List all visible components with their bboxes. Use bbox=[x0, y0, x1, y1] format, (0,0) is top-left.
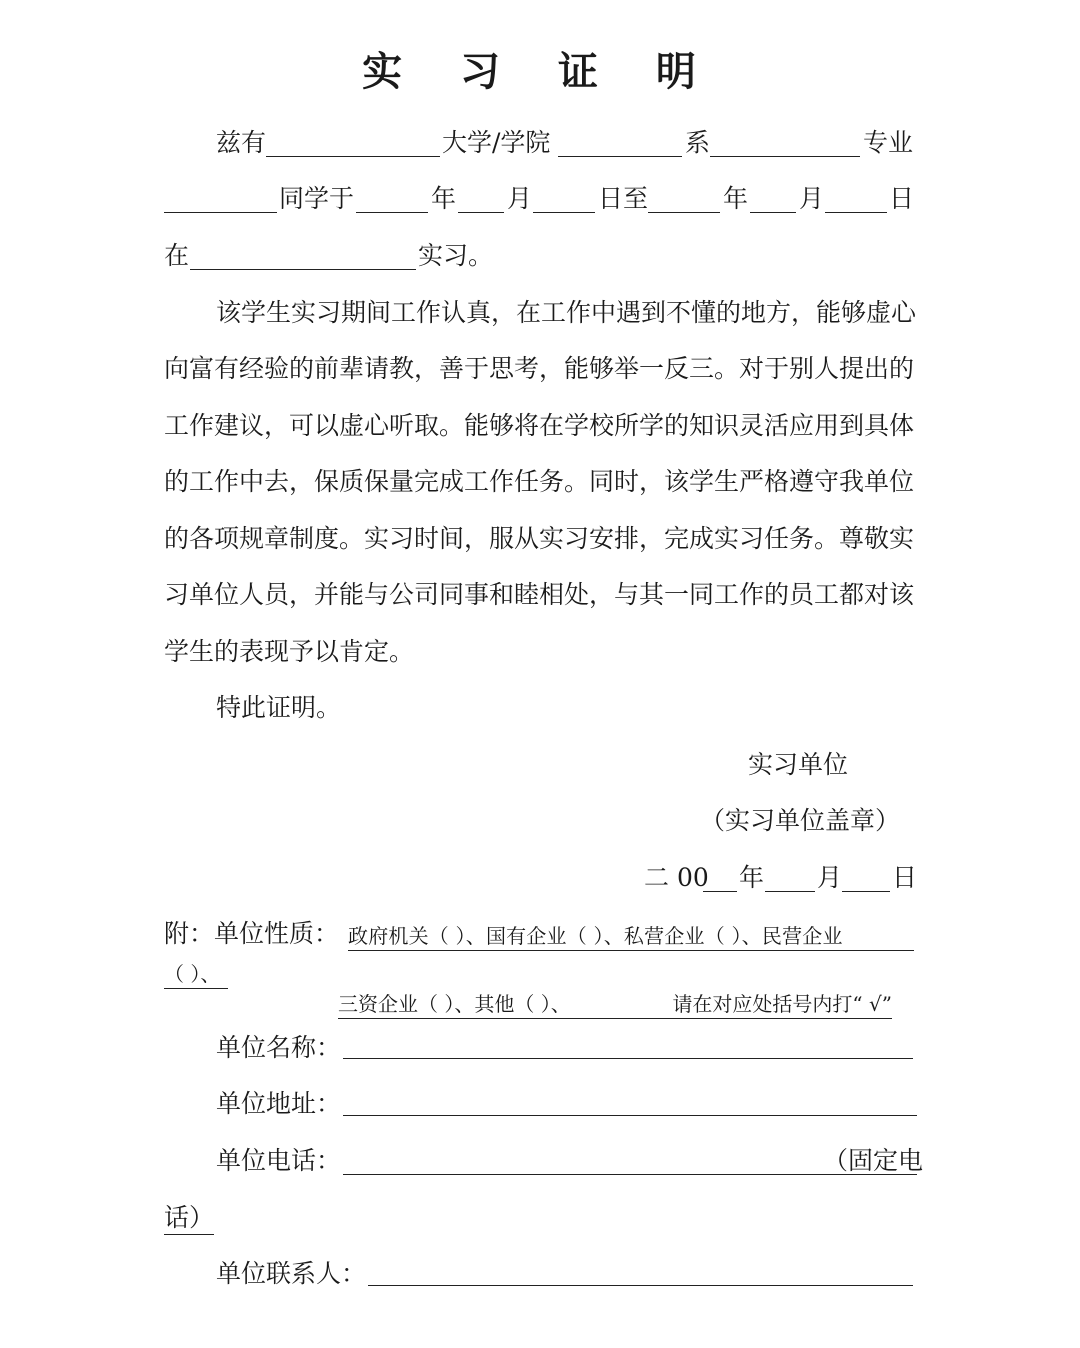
blank-year-end[interactable] bbox=[648, 212, 720, 213]
label-unit-address: 单位地址： bbox=[216, 1089, 342, 1118]
body-line-4: 的工作中去，保质保量完成工作任务。同时，该学生严格遵守我单位 bbox=[164, 467, 915, 496]
body-line-1: 该学生实习期间工作认真，在工作中遇到不懂的地方，能够虚心 bbox=[216, 298, 917, 327]
blank-student-name[interactable] bbox=[266, 156, 440, 157]
date-month: 月 bbox=[817, 863, 843, 892]
label-unit-contact: 单位联系人： bbox=[216, 1259, 367, 1288]
body-line-5: 的各项规章制度。实习时间，服从实习安排，完成实习任务。尊敬实 bbox=[164, 524, 915, 553]
body-line-6: 习单位人员，并能与公司同事和睦相处，与其一同工作的员工都对该 bbox=[164, 580, 915, 609]
blank-month-end[interactable] bbox=[750, 212, 796, 213]
text-major: 专业 bbox=[863, 128, 914, 157]
unit-name-field[interactable] bbox=[343, 1058, 913, 1059]
signature-unit: 实习单位 bbox=[748, 750, 849, 779]
appendix-options-line1b: （ ）、 bbox=[164, 960, 228, 989]
appendix-instruction: 请在对应处括号内打“ √” bbox=[600, 990, 892, 1019]
text-student: 同学于 bbox=[279, 184, 355, 213]
closing-text: 特此证明。 bbox=[216, 693, 342, 722]
appendix-label: 附：单位性质： bbox=[164, 919, 340, 948]
text-department: 系 bbox=[685, 128, 711, 157]
page-title: 实 习 证 明 bbox=[362, 49, 718, 95]
blank-major[interactable] bbox=[710, 156, 860, 157]
body-line-3: 工作建议，可以虚心听取。能够将在学校所学的知识灵活应用到具体 bbox=[164, 411, 915, 440]
signature-stamp: （实习单位盖章） bbox=[700, 806, 901, 835]
text-month-end: 月 bbox=[799, 184, 825, 213]
text-prefix: 兹有 bbox=[216, 128, 267, 157]
blank-internship-place[interactable] bbox=[190, 269, 416, 270]
text-internship: 实习。 bbox=[418, 241, 494, 270]
blank-department[interactable] bbox=[558, 156, 682, 157]
phone-note-cont: 话） bbox=[164, 1202, 214, 1235]
unit-contact-field[interactable] bbox=[368, 1285, 913, 1286]
appendix-options-line2: 三资企业（ ）、其他（ ）、 bbox=[338, 990, 600, 1019]
blank-month-start[interactable] bbox=[458, 212, 504, 213]
label-unit-name: 单位名称： bbox=[216, 1033, 342, 1062]
text-day-end: 日 bbox=[889, 184, 915, 213]
date-prefix: 二 00 bbox=[644, 863, 709, 892]
blank-year-start[interactable] bbox=[356, 212, 428, 213]
text-university: 大学/学院 bbox=[442, 128, 551, 157]
blank-student[interactable] bbox=[164, 212, 277, 213]
label-unit-phone: 单位电话： bbox=[216, 1146, 342, 1175]
text-year-start: 年 bbox=[431, 184, 457, 213]
date-year: 年 bbox=[739, 863, 765, 892]
blank-sign-month[interactable] bbox=[765, 891, 815, 892]
text-year-end: 年 bbox=[723, 184, 749, 213]
blank-sign-year[interactable] bbox=[703, 891, 737, 892]
text-day-start: 日至 bbox=[598, 184, 649, 213]
blank-day-start[interactable] bbox=[533, 212, 595, 213]
body-line-2: 向富有经验的前辈请教，善于思考，能够举一反三。对于别人提出的 bbox=[164, 354, 915, 383]
phone-note: （固定电 bbox=[823, 1146, 924, 1175]
unit-address-field[interactable] bbox=[343, 1115, 917, 1116]
text-month-start: 月 bbox=[507, 184, 533, 213]
blank-day-end[interactable] bbox=[825, 212, 887, 213]
date-day: 日 bbox=[892, 863, 918, 892]
appendix-options-line1: 政府机关（ ）、国有企业（ ）、私营企业（ ）、民营企业 bbox=[348, 922, 914, 951]
blank-sign-day[interactable] bbox=[842, 891, 890, 892]
body-line-7: 学生的表现予以肯定。 bbox=[164, 637, 415, 666]
text-at: 在 bbox=[164, 241, 190, 270]
